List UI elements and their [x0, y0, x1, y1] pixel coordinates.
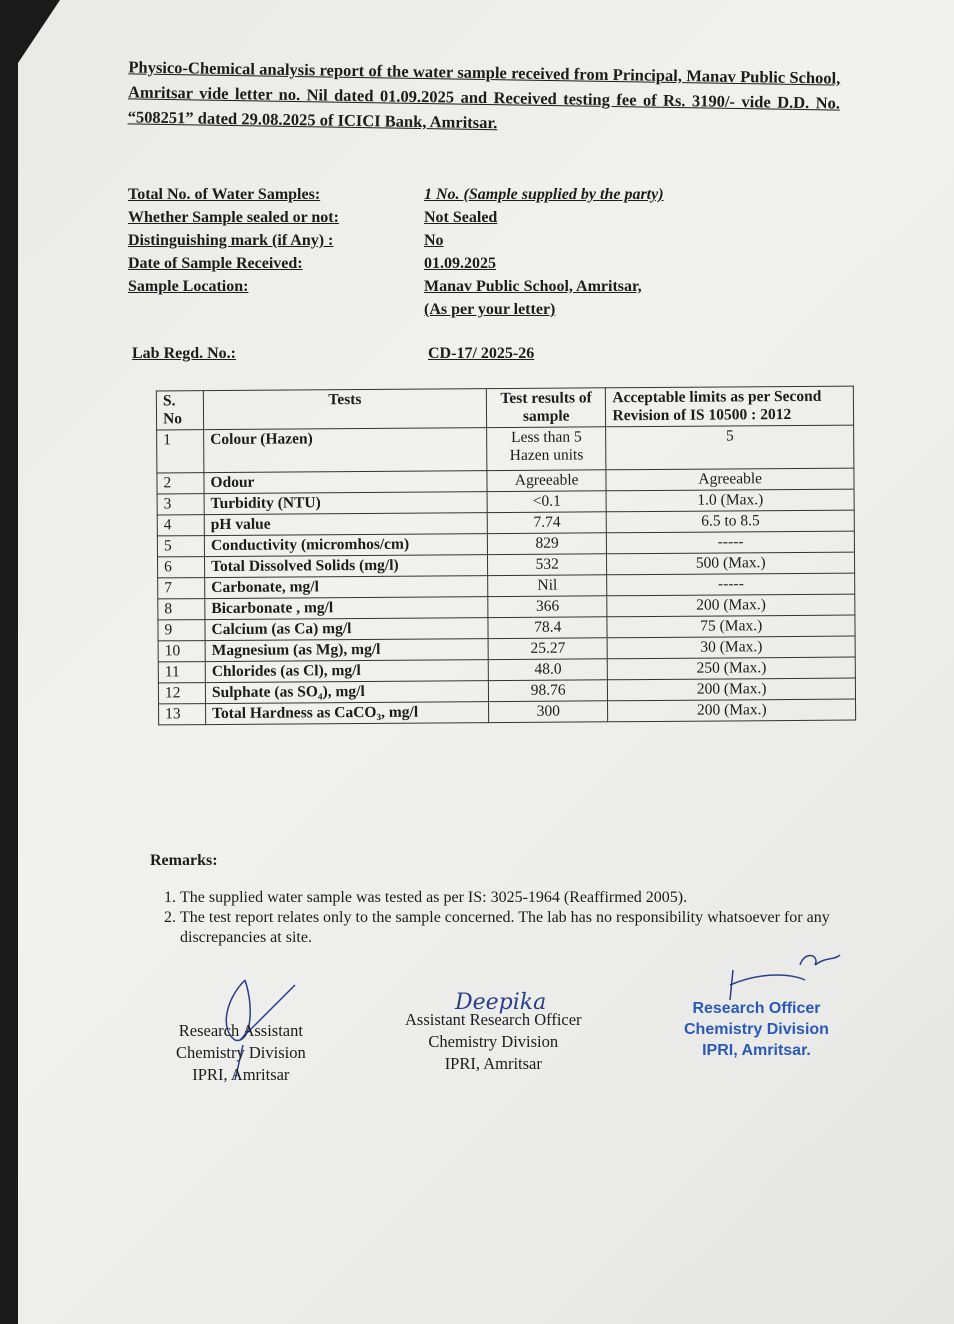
lab-value: CD-17/ 2025-26 [428, 345, 535, 362]
sig-line: Assistant Research Officer [405, 1010, 582, 1029]
meta-label [128, 301, 424, 324]
cell-result: 366 [488, 596, 608, 618]
meta-value: Manav Public School, Amritsar, [424, 278, 642, 295]
sig-line: IPRI, Amritsar [444, 1054, 542, 1073]
cell-limit: 250 (Max.) [608, 657, 856, 680]
stamp-line: Research Officer [692, 1000, 821, 1017]
cell-limit: 200 (Max.) [608, 699, 856, 722]
meta-row [128, 186, 664, 209]
cell-sno: 10 [158, 641, 205, 662]
cell-result: 25.27 [488, 638, 608, 660]
sig-line: Research Assistant [178, 1021, 303, 1040]
cell-limit: 75 (Max.) [607, 615, 855, 638]
cell-result: 48.0 [488, 659, 608, 681]
report-heading [127, 54, 840, 140]
handwritten-signature: Deepika [455, 990, 547, 1015]
remark-item: 2. The test report relates only to the sample concerned. The lab has no responsibility whatsoever for any discrepancies at site. [180, 908, 840, 948]
cell-test: Total Hardness as CaCO₃, mg/l [206, 702, 489, 725]
cell-result: Agreeable [487, 470, 607, 492]
cell-sno: 6 [158, 557, 205, 578]
cell-sno: 3 [157, 494, 204, 515]
cell-limit: 200 (Max.) [608, 678, 856, 701]
cell-sno: 5 [157, 536, 204, 557]
cell-result: 78.4 [488, 617, 608, 639]
cell-result: <0.1 [487, 491, 607, 513]
cell-test: Carbonate, mg/l [205, 576, 488, 599]
meta-label: Distinguishing mark (if Any) : [128, 232, 334, 249]
meta-value: No [424, 232, 444, 249]
signature-research-assistant [176, 1020, 306, 1086]
sig-line: Chemistry Division [176, 1043, 306, 1062]
stamp-line: IPRI, Amritsar. [702, 1042, 811, 1059]
cell-sno: 4 [157, 515, 204, 536]
cell-test: Colour (Hazen) [204, 428, 487, 473]
sample-details [128, 186, 664, 324]
table-header-row [156, 386, 853, 430]
header-results: Test results of sample [486, 388, 606, 428]
cell-result: 7.74 [487, 512, 607, 534]
meta-row [128, 278, 664, 301]
cell-sno: 8 [158, 599, 205, 620]
cell-test: Conductivity (micromhos/cm) [204, 534, 487, 557]
cell-test: Calcium (as Ca) mg/l [205, 618, 488, 641]
heading-text: Physico-Chemical analysis report of the water sample received from Principal, Manav Public School, Amritsar vide letter no. Nil dated 01.09.2025 and Received testing fee of Rs. 3190/- vide D.D. No. “508251” dated 29.08.2025 of ICICI Bank, Amritsar. [127, 57, 841, 133]
header-tests: Tests [203, 389, 486, 430]
signature-scribble-2 [725, 945, 845, 1005]
header-sno: S. No [156, 391, 203, 430]
cell-test: Magnesium (as Mg), mg/l [205, 639, 488, 662]
remark-item: 1. The supplied water sample was tested as per IS: 3025-1964 (Reaffirmed 2005). [180, 888, 840, 908]
cell-sno: 11 [158, 662, 205, 683]
cell-limit: 6.5 to 8.5 [607, 510, 855, 533]
page-corner-shadow [0, 0, 60, 90]
cell-limit: ----- [607, 573, 855, 596]
header-limits: Acceptable limits as per Second Revision of IS 10500 : 2012 [606, 386, 854, 427]
sig-line: IPRI, Amritsar [192, 1065, 290, 1084]
cell-limit: 30 (Max.) [608, 636, 856, 659]
meta-row [128, 301, 664, 324]
meta-value: (As per your letter) [424, 301, 556, 318]
lab-regd [132, 345, 534, 363]
remarks-title: Remarks: [150, 852, 218, 869]
meta-label: Total No. of Water Samples: [128, 186, 321, 203]
cell-test: Sulphate (as SO₄), mg/l [205, 681, 488, 704]
cell-test: Odour [204, 471, 487, 494]
cell-limit: 200 (Max.) [607, 594, 855, 617]
cell-result: Nil [488, 575, 608, 597]
meta-label: Date of Sample Received: [128, 255, 303, 272]
cell-sno: 7 [158, 578, 205, 599]
cell-result: 829 [487, 533, 607, 555]
cell-sno: 9 [158, 620, 205, 641]
cell-test: Chlorides (as Cl), mg/l [205, 660, 488, 683]
cell-limit: 1.0 (Max.) [607, 489, 855, 512]
stamp-line: Chemistry Division [684, 1021, 829, 1038]
cell-limit: 500 (Max.) [607, 552, 855, 575]
cell-test: Total Dissolved Solids (mg/l) [205, 555, 488, 578]
cell-test: pH value [204, 513, 487, 536]
meta-label: Sample Location: [128, 278, 249, 295]
meta-row [128, 209, 664, 232]
cell-limit: Agreeable [606, 468, 854, 491]
cell-sno: 2 [157, 473, 204, 494]
cell-sno: 13 [159, 704, 206, 725]
cell-result: 98.76 [488, 680, 608, 702]
signature-assistant-research-officer [405, 1009, 582, 1075]
cell-result: 532 [487, 554, 607, 576]
cell-sno: 1 [157, 430, 204, 473]
meta-row [128, 232, 664, 255]
meta-row [128, 255, 664, 278]
meta-value: Not Sealed [424, 209, 498, 226]
sig-line: Chemistry Division [428, 1032, 559, 1051]
cell-test: Turbidity (NTU) [204, 492, 487, 515]
research-officer-stamp [684, 998, 829, 1061]
cell-result: Less than 5 Hazen units [487, 427, 607, 471]
meta-label: Whether Sample sealed or not: [128, 209, 339, 226]
meta-value: 01.09.2025 [424, 255, 496, 272]
cell-test: Bicarbonate , mg/l [205, 597, 488, 620]
meta-value: 1 No. (Sample supplied by the party) [424, 186, 664, 203]
table-row [157, 425, 854, 473]
cell-limit: ----- [607, 531, 855, 554]
remarks [150, 852, 840, 948]
cell-sno: 12 [158, 683, 205, 704]
results-table [156, 386, 856, 726]
lab-label: Lab Regd. No.: [132, 345, 237, 362]
cell-result: 300 [489, 701, 609, 723]
cell-limit: 5 [606, 425, 854, 470]
table-row [159, 699, 856, 725]
